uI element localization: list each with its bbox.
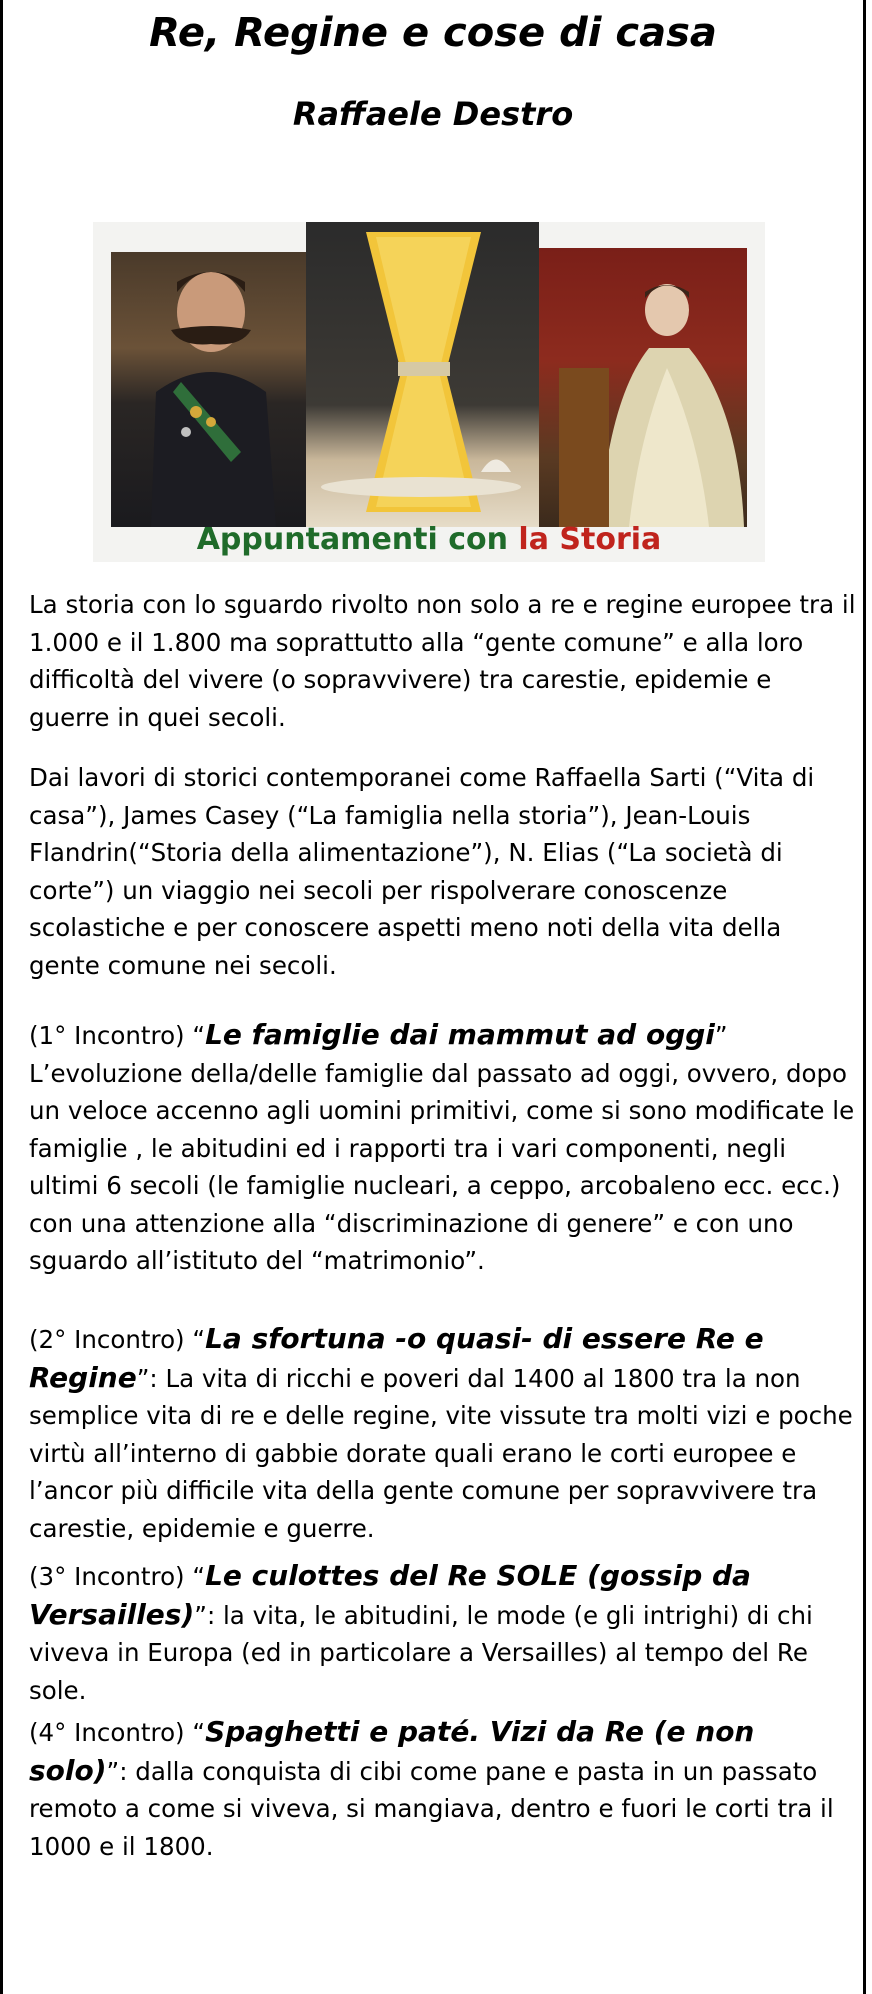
meeting-2-text: La vita di ricchi e poveri dal 1400 al 1800 tra la non semplice vita di re e delle regine, vite vissute tra molti vizi e poche virtù all’interno di gabbie dorate quali erano le corti europee e l’ancor più difficile vita della gente comune per sopravvivere tra carestie, epidemie e guerre. [29,1363,853,1543]
author-name: Raffaele Destro [292,95,574,133]
meeting-1-suffix: ” [714,1021,728,1050]
meeting-3-text: la vita, le abitudini, le mode (e gli intrighi) di chi viveva in Europa (ed in particolare a Versailles) al tempo del Re sole. [29,1600,813,1705]
banner-caption-green: Appuntamenti con [196,522,519,557]
meeting-3-suffix: ”: [194,1600,223,1630]
queen-portrait [539,248,747,527]
meeting-2-suffix: ”: [136,1363,166,1393]
meeting-4 [29,1713,859,1865]
meeting-1 [29,1016,859,1280]
meeting-3-title: Le culottes del Re SOLE (gossip da Versailles) [29,1559,751,1631]
king-portrait [111,252,306,527]
meeting-1-text: L’evoluzione della/delle famiglie dal passato ad oggi, ovvero, dopo un veloce accenno agli uomini primitivi, come si sono modificate le famiglie , le abitudini ed i rapporti tra i vari componenti, negli ultimi 6 secoli (le famiglie nucleari, a ceppo, arcobaleno ecc. ecc.) con una attenzione alla “discriminazione di genere” e con uno sguardo all’istituto del “matrimonio”. [29,1058,855,1275]
page-title: Re, Regine e cose di casa [149,10,717,56]
meeting-4-text: dalla conquista di cibi come pane e pasta in un passato remoto a come si viveva, si mangiava, dentro e fuori le corti tra il 1000 e il 1800. [29,1756,834,1861]
meeting-2-title: La sfortuna -o quasi- di essere Re e Regine [29,1322,764,1394]
meeting-3-label: (3° Incontro) “ [29,1562,206,1591]
meeting-4-label: (4° Incontro) “ [29,1718,206,1747]
meeting-1-title: Le famiglie dai mammut ad oggi [205,1018,715,1051]
meeting-2 [29,1320,859,1547]
meeting-3 [29,1557,859,1709]
banner-caption-red: la Storia [518,522,662,557]
meeting-4-suffix: ”: [106,1756,136,1786]
meeting-1-label: (1° Incontro) “ [29,1021,206,1050]
meeting-4-title: Spaghetti e paté. Vizi da Re (e non solo) [29,1715,755,1787]
banner-image [93,222,765,562]
meeting-2-label: (2° Incontro) “ [29,1325,206,1354]
spaghetti-photo [306,222,539,527]
intro-paragraph-1: La storia con lo sguardo rivolto non solo a re e regine europee tra il 1.000 e il 1.800 ma soprattutto alla “gente comune” e alla loro difficoltà del vivere (o sopravvivere) tra carestie, epidemie e guerre in quei secoli. [29,590,856,732]
intro-paragraph-2: Dai lavori di storici contemporanei come Raffaella Sarti (“Vita di casa”), James Casey (“La famiglia nella storia”), Jean-Louis Flandrin(“Storia della alimentazione”), N. Elias (“La società di corte”) un viaggio nei secoli per rispolverare conoscenze scolastiche e per conoscere aspetti meno noti della vita della gente comune nei secoli. [29,763,815,980]
banner-caption [93,520,765,560]
